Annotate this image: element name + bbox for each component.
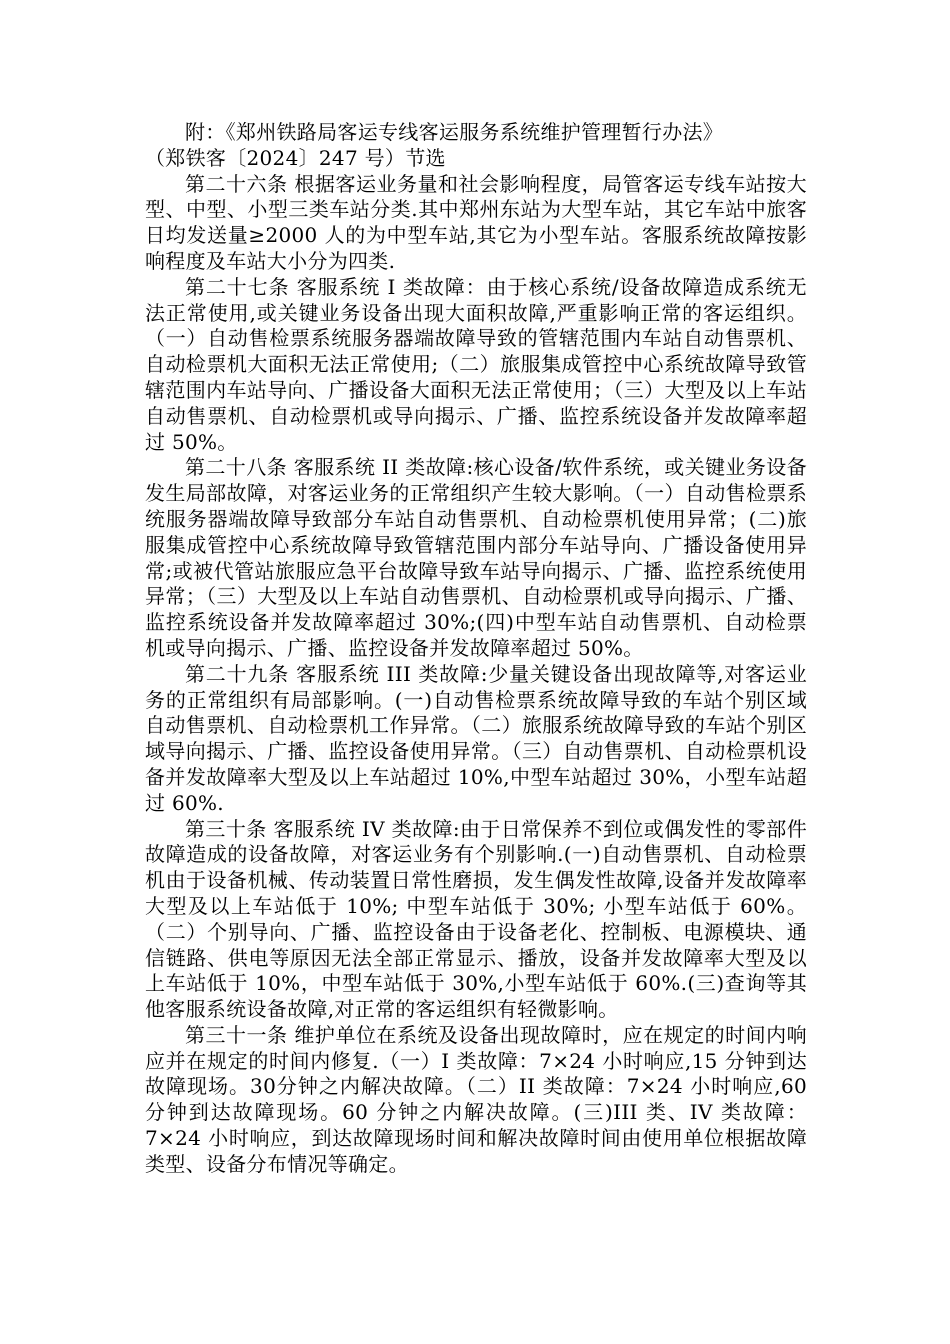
article-28: 第二十八条 客服系统 II 类故障:核心设备/软件系统，或关键业务设备发生局部故障，对客运业务的正常组织产生较大影响。（一）自动售检票系统服务器端故障导致部分车站自动售票机、自动检票机使用异常；(二)旅服集成管控中心系统故障导致管辖范围内部分车站导向、广播设备使用异常;或被代管站旅服应急平台故障导致车站导向揭示、广播、监控系统使用异常；（三）大型及以上车站自动售票机、自动检票机或导向揭示、广播、监控系统设备并发故障率超过 30%;(四)中型车站自动售票机、自动检票机或导向揭示、广播、监控设备并发故障率超过 50%。 <box>145 455 807 660</box>
attachment-title: 附：《郑州铁路局客运专线客运服务系统维护管理暂行办法》 <box>185 120 724 144</box>
article-30: 第三十条 客服系统 IV 类故障:由于日常保养不到位或偶发性的零部件故障造成的设备故障，对客运业务有个别影响.(一)自动售票机、自动检票机由于设备机械、传动装置日常性磨损，发生偶发性故障,设备并发故障率大型及以上车站低于 10%; 中型车站低于 30%; 小型车站低于 60%。（二）个别导向、广播、监控设备由于设备老化、控制板、电源模块、通信链路、供电等原因无法全部正常显示、播放，设备并发故障率大型及以上车站低于 10%，中型车站低于 30%,小型车站低于 60%.(三)查询等其他客服系统设备故障,对正常的客运组织有轻微影响。 <box>145 816 807 1022</box>
article-27: 第二十七条 客服系统 I 类故障：由于核心系统/设备故障造成系统无法正常使用,或关键业务设备出现大面积故障,严重影响正常的客运组织。（一）自动售检票系统服务器端故障导致的管辖范围内车站自动售票机、自动检票机大面积无法正常使用;（二）旅服集成管控中心系统故障导致管辖范围内车站导向、广播设备大面积无法正常使用；（三）大型及以上车站自动售票机、自动检票机或导向揭示、广播、监控系统设备并发故障率超过 50%。 <box>145 274 807 454</box>
article-29: 第二十九条 客服系统 III 类故障:少量关键设备出现故障等,对客运业务的正常组织有局部影响。(一)自动售检票系统故障导致的车站个别区域自动售票机、自动检票机工作异常。（二）旅服系统故障导致的车站个别区域导向揭示、广播、监控设备使用异常。（三）自动售票机、自动检票机设备并发故障率大型及以上车站超过 10%,中型车站超过 30%，小型车站超过 60%. <box>145 661 807 815</box>
article-31: 第三十一条 维护单位在系统及设备出现故障时，应在规定的时间内响应并在规定的时间内修复.（一）I 类故障：7×24 小时响应,15 分钟到达故障现场。30分钟之内解决故障。（二）II 类故障：7×24 小时响应,60 分钟到达故障现场。60 分钟之内解决故障。(三)III 类、IV 类故障：7×24 小时响应，到达故障现场时间和解决故障时间由使用单位根据故障类型、设备分布情况等确定。 <box>145 1022 807 1176</box>
attachment-subtitle: （郑铁客〔2024〕247 号）节选 <box>145 145 446 170</box>
article-26: 第二十六条 根据客运业务量和社会影响程度，局管客运专线车站按大型、中型、小型三类车站分类.其中郑州东站为大型车站，其它车站中旅客日均发送量≥2000 人的为中型车站,其它为小型车站。客服系统故障按影响程度及车站大小分为四类. <box>145 171 807 273</box>
document-page <box>145 120 807 1178</box>
